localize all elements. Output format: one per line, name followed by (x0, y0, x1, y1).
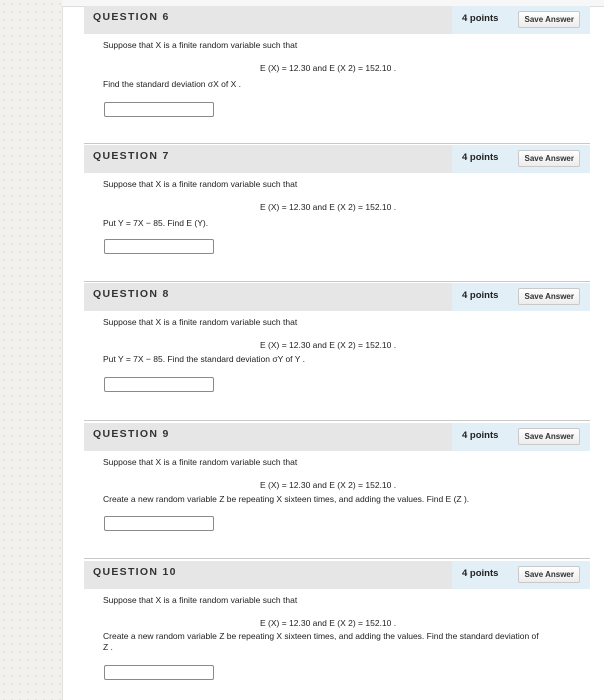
answer-input[interactable] (104, 665, 214, 680)
question-intro: Suppose that X is a finite random variable such that (103, 595, 298, 605)
points-label: 4 points (462, 152, 499, 163)
question-header (84, 561, 590, 589)
question-formula: E (X) = 12.30 and E (X 2) = 152.10 . (260, 618, 397, 628)
save-answer-button[interactable]: Save Answer (518, 288, 580, 305)
question-intro: Suppose that X is a finite random variable such that (103, 179, 298, 189)
question-header (84, 6, 590, 34)
question-formula: E (X) = 12.30 and E (X 2) = 152.10 . (260, 63, 397, 73)
question-header (84, 283, 590, 311)
answer-input[interactable] (104, 377, 214, 392)
question-prompt: Create a new random variable Z be repeating X sixteen times, and adding the values. Find E (Z ). (103, 494, 470, 504)
question-formula: E (X) = 12.30 and E (X 2) = 152.10 . (260, 202, 397, 212)
question-points-panel (452, 423, 590, 451)
question-intro: Suppose that X is a finite random variable such that (103, 457, 298, 467)
question-intro: Suppose that X is a finite random variable such that (103, 317, 298, 327)
answer-input[interactable] (104, 239, 214, 254)
question-prompt: Create a new random variable Z be repeating X sixteen times, and adding the values. Find the standard deviation of Z . (103, 631, 539, 652)
question-header (84, 423, 590, 451)
question-header (84, 145, 590, 173)
question-title: QUESTION 9 (93, 428, 170, 440)
question-title: QUESTION 6 (93, 11, 170, 23)
divider (84, 281, 590, 282)
question-points-panel (452, 561, 590, 589)
question-6 (84, 6, 590, 126)
question-7 (84, 145, 590, 265)
question-prompt: Find the standard deviation σX of X . (103, 79, 242, 89)
points-label: 4 points (462, 290, 499, 301)
question-8 (84, 283, 590, 403)
question-formula: E (X) = 12.30 and E (X 2) = 152.10 . (260, 340, 397, 350)
question-formula: E (X) = 12.30 and E (X 2) = 152.10 . (260, 480, 397, 490)
question-prompt: Put Y = 7X − 85. Find E (Y). (103, 218, 209, 228)
question-9 (84, 423, 590, 543)
question-10 (84, 561, 590, 700)
question-prompt: Put Y = 7X − 85. Find the standard deviation σY of Y . (103, 354, 305, 364)
save-answer-button[interactable]: Save Answer (518, 11, 580, 28)
question-points-panel (452, 6, 590, 34)
save-answer-button[interactable]: Save Answer (518, 566, 580, 583)
divider (84, 143, 590, 144)
save-answer-button[interactable]: Save Answer (518, 428, 580, 445)
divider (84, 558, 590, 559)
question-intro: Suppose that X is a finite random variable such that (103, 40, 298, 50)
question-title: QUESTION 10 (93, 566, 177, 578)
question-title: QUESTION 8 (93, 288, 170, 300)
left-rail (0, 0, 63, 700)
answer-input[interactable] (104, 102, 214, 117)
save-answer-button[interactable]: Save Answer (518, 150, 580, 167)
points-label: 4 points (462, 430, 499, 441)
points-label: 4 points (462, 13, 499, 24)
answer-input[interactable] (104, 516, 214, 531)
question-points-panel (452, 283, 590, 311)
question-points-panel (452, 145, 590, 173)
divider (84, 420, 590, 421)
points-label: 4 points (462, 568, 499, 579)
question-title: QUESTION 7 (93, 150, 170, 162)
